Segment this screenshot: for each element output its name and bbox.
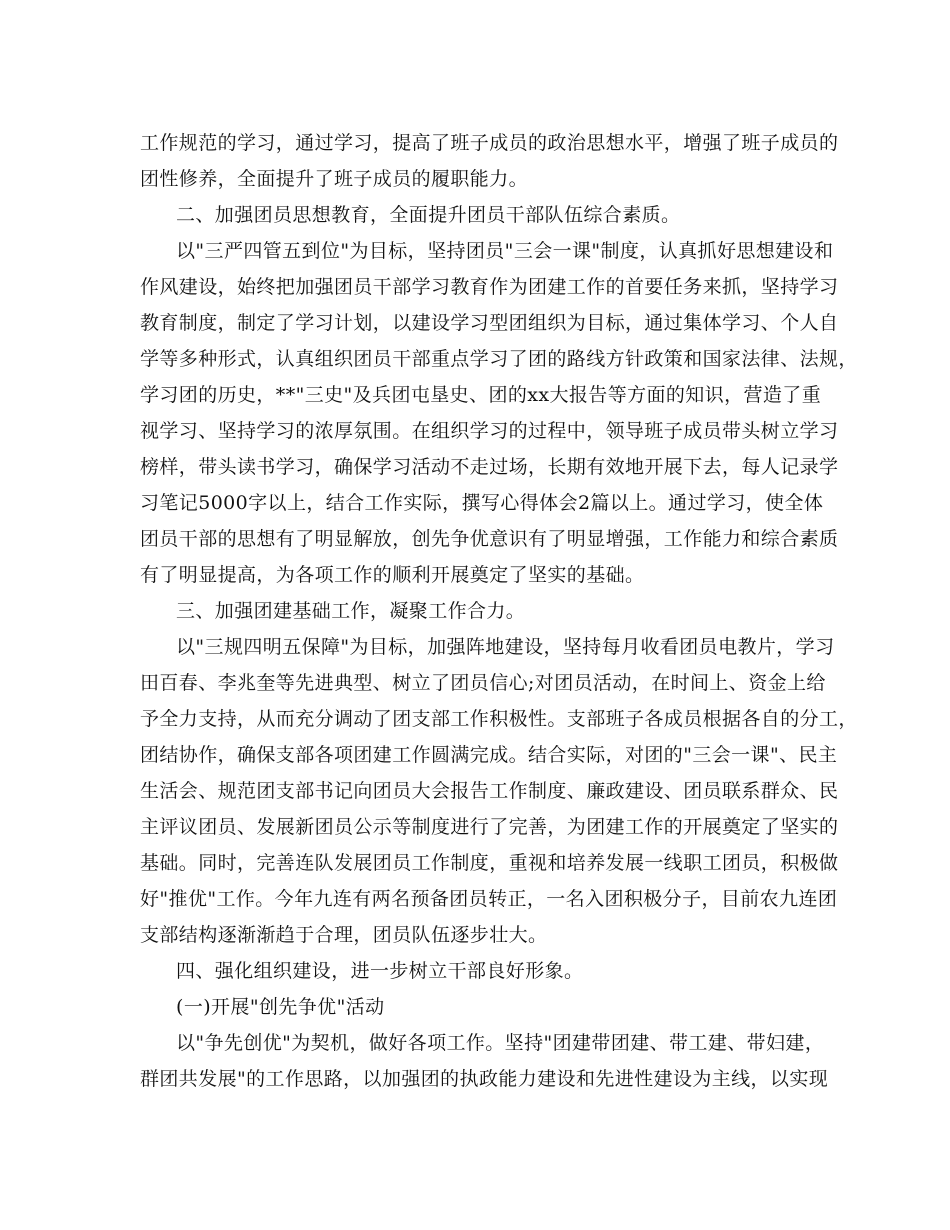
text-line: 予全力支持，从而充分调动了团支部工作积极性。支部班子各成员根据各自的分工， [140, 708, 858, 730]
text-line: 视学习、坚持学习的浓厚氛围。在组织学习的过程中，领导班子成员带头树立学习 [140, 420, 839, 442]
text-line: 教育制度，制定了学习计划，以建设学习型团组织为目标，通过集体学习、个人自 [140, 312, 839, 334]
text-line: 生活会、规范团支部书记向团员大会报告工作制度、廉政建设、团员联系群众、民 [140, 780, 839, 802]
text-line: 习笔记5000字以上，结合工作实际，撰写心得体会2篇以上。通过学习，使全体 [140, 492, 824, 514]
text-line: 学等多种形式，认真组织团员干部重点学习了团的路线方针政策和国家法律、法规， [140, 348, 858, 370]
section-heading: 三、加强团建基础工作，凝聚工作合力。 [176, 600, 526, 622]
text-line: 团结协作，确保支部各项团建工作圆满完成。结合实际，对团的"三会一课"、民主 [140, 744, 838, 766]
text-line: 工作规范的学习，通过学习，提高了班子成员的政治思想水平，增强了班子成员的 [140, 132, 839, 154]
text-line: 主评议团员、发展新团员公示等制度进行了完善，为团建工作的开展奠定了坚实的 [140, 816, 839, 838]
text-line: 以"争先创优"为契机，做好各项工作。坚持"团建带团建、带工建、带妇建， [176, 1032, 825, 1054]
text-line: 学习团的历史，**"三史"及兵团屯垦史、团的xx大报告等方面的知识，营造了重 [140, 384, 822, 406]
subsection-heading: (一)开展"创先争优"活动 [176, 996, 385, 1018]
text-line: 团性修养，全面提升了班子成员的履职能力。 [140, 168, 529, 190]
section-heading: 四、强化组织建设，进一步树立干部良好形象。 [176, 960, 584, 982]
text-line: 基础。同时，完善连队发展团员工作制度，重视和培养发展一线职工团员，积极做 [140, 852, 839, 874]
text-line: 以"三严四管五到位"为目标，坚持团员"三会一课"制度，认真抓好思想建设和 [176, 240, 834, 262]
text-line: 群团共发展"的工作思路，以加强团的执政能力建设和先进性建设为主线，以实现 [140, 1068, 829, 1090]
text-line: 有了明显提高，为各项工作的顺利开展奠定了坚实的基础。 [140, 564, 645, 586]
text-line: 好"推优"工作。今年九连有两名预备团员转正，一名入团积极分子，目前农九连团 [140, 888, 838, 910]
text-line: 作风建设，始终把加强团员干部学习教育作为团建工作的首要任务来抓，坚持学习 [140, 276, 839, 298]
text-line: 田百春、李兆奎等先进典型、树立了团员信心;对团员活动，在时间上、资金上给 [140, 672, 826, 694]
text-line: 支部结构逐渐渐趋于合理，团员队伍逐步壮大。 [140, 924, 548, 946]
text-line: 以"三规四明五保障"为目标，加强阵地建设，坚持每月收看团员电教片，学习 [176, 636, 835, 658]
text-line: 团员干部的思想有了明显解放，创先争优意识有了明显增强，工作能力和综合素质 [140, 528, 839, 550]
text-line: 榜样，带头读书学习，确保学习活动不走过场，长期有效地开展下去，每人记录学 [140, 456, 839, 478]
section-heading: 二、加强团员思想教育，全面提升团员干部队伍综合素质。 [176, 204, 681, 226]
